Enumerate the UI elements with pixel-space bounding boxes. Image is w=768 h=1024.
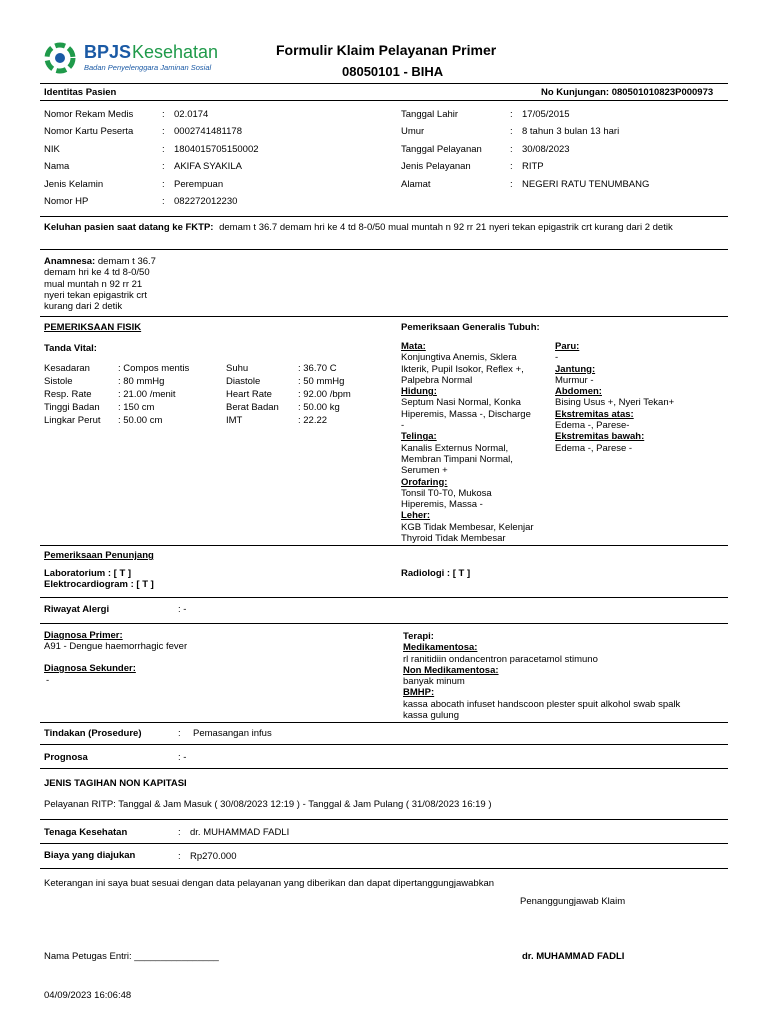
exam-heading: Abdomen: — [555, 386, 602, 398]
field-colon: : — [510, 161, 513, 173]
anamnesa-line: demam t 36.7 — [97, 256, 156, 267]
exam-finding: Hiperemis, Massa -, Discharge — [401, 408, 531, 420]
exam-finding: Kanalis Externus Normal, — [401, 442, 509, 454]
divider — [40, 744, 728, 745]
field-value: RITP — [522, 161, 544, 173]
exam-heading: Orofaring: — [401, 476, 448, 488]
field-value: 082272012230 — [174, 196, 238, 207]
signer-name: dr. MUHAMMAD FADLI — [522, 951, 625, 962]
exam-finding: Edema -, Parese - — [555, 442, 633, 454]
field-value: : 92.00 /bpm — [298, 389, 351, 400]
medication-label: Medikamentosa: — [403, 642, 478, 654]
field-value: : 22.22 — [298, 415, 328, 426]
cost-value: Rp270.000 — [190, 851, 237, 862]
allergy-value: : - — [178, 604, 187, 615]
field-label: Resp. Rate — [44, 389, 92, 400]
responsible-label: Penanggungjawab Klaim — [520, 896, 626, 907]
anamnesa-block — [44, 256, 224, 312]
field-value: AKIFA SYAKILA — [174, 161, 242, 173]
form-subtitle: 08050101 - BIHA — [342, 64, 444, 79]
divider — [40, 316, 728, 317]
divider — [40, 249, 728, 250]
bmhp-line: kassa gulung — [403, 710, 459, 722]
anamnesa-label: Anamnesa: — [44, 256, 96, 267]
divider — [40, 868, 728, 869]
field-colon: : — [162, 126, 165, 138]
cost-label: Biaya yang diajukan — [44, 850, 136, 861]
complaint-text: demam t 36.7 demam hri ke 4 td 8-0/50 mual muntah n 92 rr 21 nyeri tekan epigastrik crt kurang dari 2 detik — [219, 222, 673, 233]
field-colon: : — [162, 109, 165, 120]
divider — [40, 597, 728, 598]
field-label: Lingkar Perut — [44, 415, 101, 426]
visit-number: No Kunjungan: 080501010823P000973 — [541, 87, 714, 98]
field-label: IMT — [226, 415, 243, 426]
field-label: Heart Rate — [226, 389, 272, 400]
field-label: Jenis Kelamin — [44, 178, 104, 190]
exam-heading: Jantung: — [555, 363, 596, 375]
procedure-label: Tindakan (Prosedure) — [44, 728, 142, 739]
field-value: Perempuan — [174, 178, 224, 190]
field-value: : 21.00 /menit — [118, 389, 176, 400]
general-exam-column-1 — [401, 341, 551, 544]
field-label: Nama — [44, 161, 70, 173]
divider — [40, 843, 728, 844]
entry-officer-label: Nama Petugas Entri: ________________ — [44, 951, 219, 962]
logo-word: Kesehatan — [132, 42, 219, 62]
field-colon: : — [510, 109, 513, 120]
bmhp-label: BMHP: — [403, 687, 435, 699]
anamnesa-line: demam hri ke 4 td 8-0/50 — [44, 267, 150, 279]
ekg-result: Elektrocardiogram : [ T ] — [44, 579, 154, 590]
identity-section-label: Identitas Pasien — [44, 87, 117, 98]
anamnesa-line: nyeri tekan epigastrik crt — [44, 289, 147, 301]
field-label: Umur — [401, 126, 425, 138]
exam-heading: Leher: — [401, 510, 431, 522]
field-value: : 80 mmHg — [118, 376, 165, 387]
divider — [40, 545, 728, 546]
physical-exam-label: PEMERIKSAAN FISIK — [44, 322, 142, 333]
primary-diagnosis-label: Diagnosa Primer: — [44, 630, 123, 641]
field-value: 8 tahun 3 bulan 13 hari — [522, 126, 620, 138]
field-value: 1804015705150002 — [174, 143, 259, 155]
non-medication-value: banyak minum — [403, 676, 465, 688]
field-value: : Compos mentis — [118, 363, 190, 374]
field-value: : 50 mmHg — [298, 376, 345, 387]
exam-finding: KGB Tidak Membesar, Kelenjar — [401, 521, 534, 533]
field-label: Nomor Rekam Medis — [44, 109, 134, 120]
field-label: Kesadaran — [44, 363, 90, 374]
exam-finding: - — [555, 352, 559, 364]
bpjs-logo-mark-icon — [44, 42, 76, 74]
field-label: Tinggi Badan — [44, 402, 100, 413]
exam-finding: Murmur - — [555, 374, 594, 386]
staff-label: Tenaga Kesehatan — [44, 827, 128, 838]
exam-heading: Paru: — [555, 341, 580, 352]
printed-at: 04/09/2023 16:06:48 — [44, 990, 132, 1001]
bpjs-logo — [44, 40, 224, 76]
field-label: Nomor Kartu Peserta — [44, 126, 134, 138]
field-colon: : — [510, 126, 513, 138]
anamnesa-line: kurang dari 2 detik — [44, 301, 123, 313]
vitals-label: Tanda Vital: — [44, 343, 97, 354]
field-label: Tanggal Pelayanan — [401, 143, 482, 155]
field-label: Nomor HP — [44, 196, 89, 207]
divider — [40, 100, 728, 101]
exam-finding: Septum Nasi Normal, Konka — [401, 397, 521, 409]
procedure-colon: : — [178, 728, 181, 739]
therapy-label: Terapi: — [403, 631, 434, 642]
exam-finding: Membran Timpani Normal, — [401, 453, 513, 465]
lab-result: Laboratorium : [ T ] — [44, 568, 132, 579]
complaint-label: Keluhan pasien saat datang ke FKTP: — [44, 222, 214, 233]
staff-colon: : — [178, 827, 181, 838]
field-label: Alamat — [401, 178, 431, 190]
medication-value: rl ranitidiin ondancentron paracetamol stimuno — [403, 653, 598, 665]
exam-finding: Tonsil T0-T0, Mukosa — [401, 487, 492, 499]
field-value: : 50.00 cm — [118, 415, 163, 426]
exam-finding: Hiperemis, Massa - — [401, 499, 483, 511]
exam-finding: Thyroid Tidak Membesar — [401, 533, 506, 545]
general-exam-label: Pemeriksaan Generalis Tubuh: — [401, 322, 540, 333]
exam-heading: Mata: — [401, 341, 426, 352]
divider — [40, 722, 728, 723]
field-colon: : — [162, 178, 165, 190]
divider — [40, 83, 728, 84]
non-medication-label: Non Medikamentosa: — [403, 664, 499, 676]
procedure-value: Pemasangan infus — [193, 728, 272, 739]
cost-colon: : — [178, 851, 181, 862]
field-label: Suhu — [226, 363, 249, 374]
exam-finding: Bising Usus +, Nyeri Tekan+ — [555, 397, 675, 409]
field-value: 30/08/2023 — [522, 143, 570, 155]
field-value: : 36.70 C — [298, 363, 337, 374]
general-exam-column-2 — [555, 341, 728, 454]
field-value: : 50.00 kg — [298, 402, 340, 413]
secondary-diagnosis-value: - — [46, 675, 50, 686]
field-label: Berat Badan — [226, 402, 279, 413]
support-exam-label: Pemeriksaan Penunjang — [44, 550, 154, 561]
form-title: Formulir Klaim Pelayanan Primer — [276, 42, 497, 58]
field-value: 0002741481178 — [174, 126, 242, 138]
field-label: Jenis Pelayanan — [401, 161, 471, 173]
field-label: Tanggal Lahir — [401, 109, 459, 120]
allergy-label: Riwayat Alergi — [44, 604, 110, 615]
therapy-block — [403, 631, 728, 721]
field-colon: : — [162, 196, 165, 207]
statement: Keterangan ini saya buat sesuai dengan data pelayanan yang diberikan dan dapat dipertanggungjawabkan — [44, 878, 495, 889]
secondary-diagnosis-label: Diagnosa Sekunder: — [44, 663, 136, 674]
field-value: 02.0174 — [174, 109, 209, 120]
primary-diagnosis-value: A91 - Dengue haemorrhagic fever — [44, 641, 188, 652]
logo-tagline: Badan Penyelenggara Jaminan Sosial — [84, 63, 212, 72]
field-value: : 150 cm — [118, 402, 155, 413]
staff-value: dr. MUHAMMAD FADLI — [190, 827, 290, 838]
bmhp-line: kassa abocath infuset handscoon plester spuit alkohol swab spalk — [403, 698, 681, 710]
billing-line: Pelayanan RITP: Tanggal & Jam Masuk ( 30/08/2023 12:19 ) - Tanggal & Jam Pulang ( 31/08/2023 16:19 ) — [44, 799, 492, 810]
radiology-result: Radiologi : [ T ] — [401, 568, 471, 579]
field-colon: : — [162, 143, 165, 155]
field-value: NEGERI RATU TENUMBANG — [522, 178, 650, 190]
divider — [40, 768, 728, 769]
exam-finding: - — [401, 420, 405, 432]
complaint-row — [44, 222, 673, 233]
field-value: 17/05/2015 — [522, 109, 570, 120]
exam-heading: Telinga: — [401, 431, 437, 443]
exam-heading: Ekstremitas bawah: — [555, 431, 645, 443]
field-label: NIK — [44, 143, 60, 155]
exam-finding: Palpebra Normal — [401, 374, 473, 386]
anamnesa-line: mual muntah n 92 rr 21 — [44, 278, 143, 290]
field-colon: : — [510, 178, 513, 190]
field-colon: : — [510, 143, 513, 155]
prognosis-label: Prognosa — [44, 752, 88, 763]
exam-finding: Konjungtiva Anemis, Sklera — [401, 352, 517, 364]
divider — [40, 819, 728, 820]
field-colon: : — [162, 161, 165, 173]
prognosis-value: : - — [178, 752, 187, 763]
exam-heading: Hidung: — [401, 386, 437, 398]
logo-brand: BPJS — [84, 42, 132, 62]
billing-label: JENIS TAGIHAN NON KAPITASI — [44, 778, 187, 789]
divider — [40, 623, 728, 624]
field-label: Diastole — [226, 376, 261, 387]
exam-finding: Serumen + — [401, 465, 448, 477]
exam-heading: Ekstremitas atas: — [555, 408, 634, 420]
exam-finding: Ikterik, Pupil Isokor, Reflex +, — [401, 363, 524, 375]
divider — [40, 216, 728, 217]
field-label: Sistole — [44, 376, 73, 387]
exam-finding: Edema -, Parese- — [555, 420, 630, 432]
